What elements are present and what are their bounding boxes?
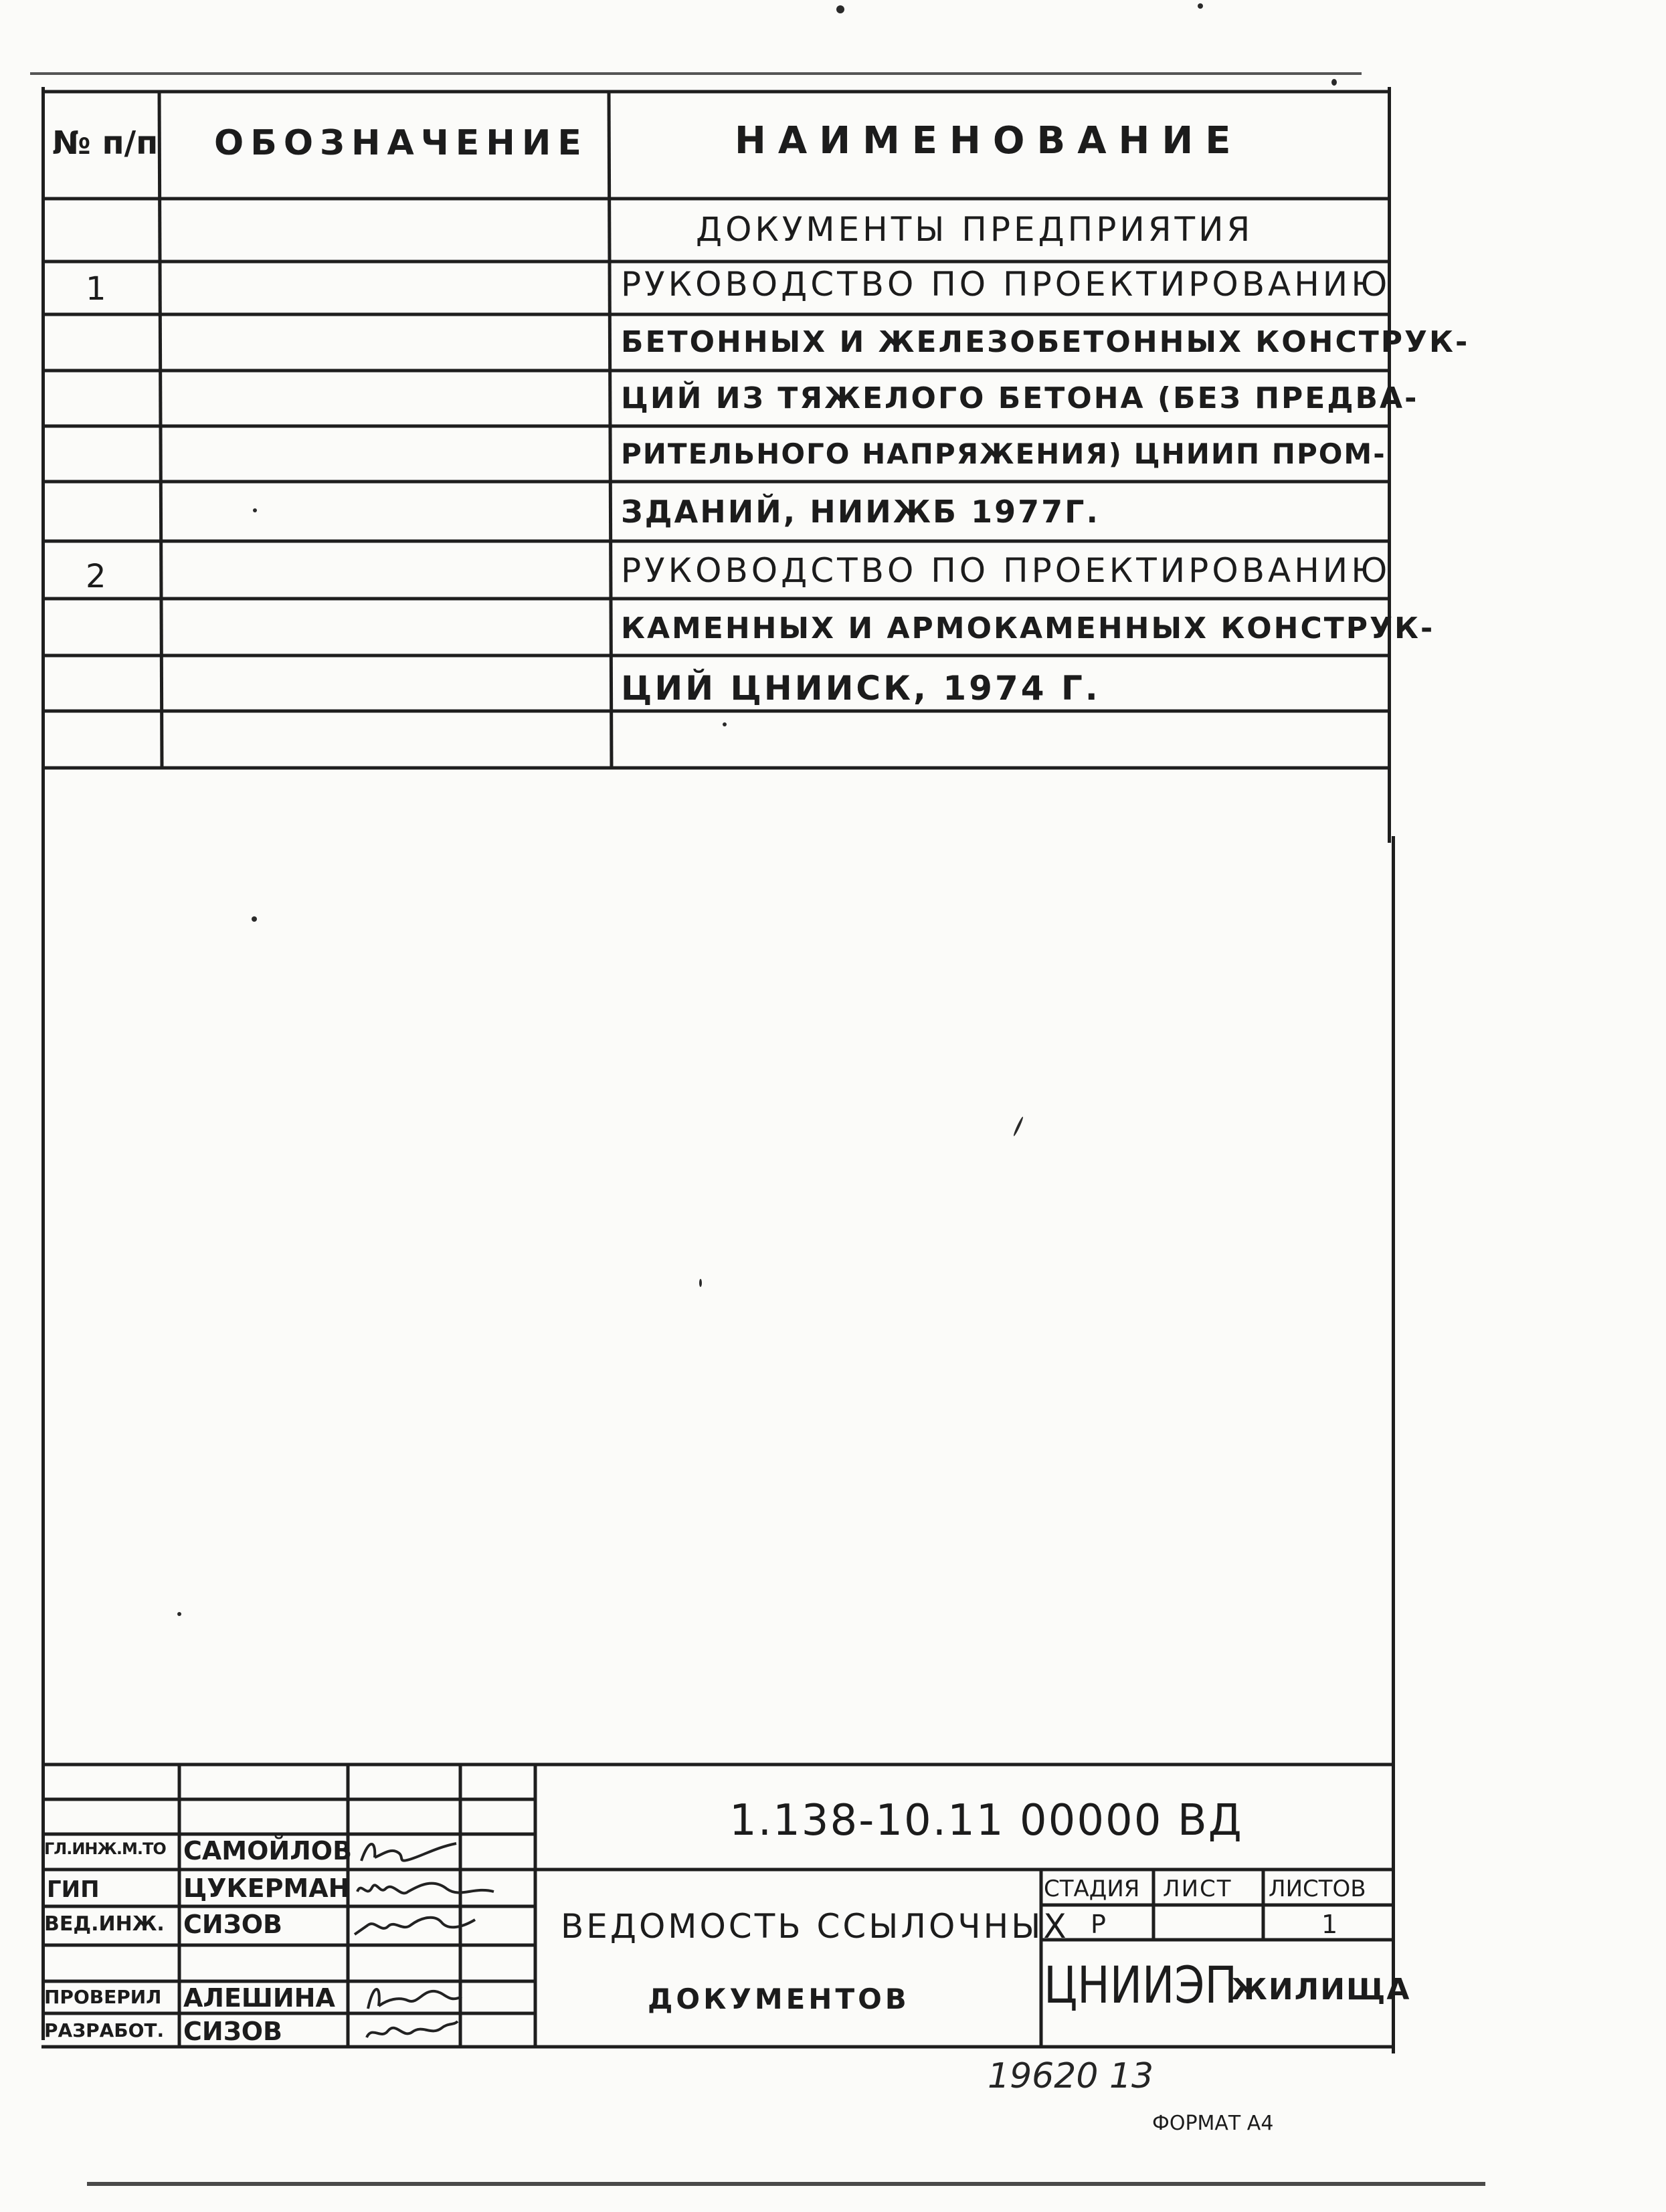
table-row-name: КАМЕННЫХ И АРМОКАМЕННЫХ КОНСТРУК-	[621, 611, 1435, 645]
document-title-line1: ВЕДОМОСТЬ ССЫЛОЧНЫХ	[561, 1907, 1069, 1946]
scan-speck	[836, 5, 844, 13]
scan-speck	[1331, 79, 1337, 86]
scan-speck	[253, 508, 257, 512]
role-label: ПРОВЕРИЛ	[44, 1986, 162, 2008]
signature-scribble	[348, 1908, 482, 1942]
frame-bottom-edge	[87, 2182, 1485, 2186]
table-row-name: ЦИЙ ЦНИИСК, 1974 Г.	[621, 669, 1101, 708]
signature-scribble	[361, 1977, 468, 2014]
signatory-name: САМОЙЛОВ	[183, 1836, 353, 1866]
signatory-name: СИЗОВ	[183, 1910, 282, 1939]
table-row-name: РИТЕЛЬНОГО НАПРЯЖЕНИЯ) ЦНИИП ПРОМ-	[621, 437, 1386, 470]
sheet-label: ЛИСТ	[1163, 1876, 1232, 1902]
scan-speck	[1012, 1116, 1024, 1137]
table-row-name: ЦИЙ ИЗ ТЯЖЕЛОГО БЕТОНА (БЕЗ ПРЕДВА-	[621, 381, 1419, 415]
column-header-designation: ОБОЗНАЧЕНИЕ	[214, 123, 588, 163]
inventory-number: 19620 13	[988, 2056, 1154, 2096]
scan-speck	[252, 916, 257, 922]
column-header-name: НАИМЕНОВАНИЕ	[735, 119, 1243, 163]
stage-value: Р	[1091, 1910, 1106, 1939]
signatory-name: СИЗОВ	[183, 2017, 282, 2046]
signature-scribble	[356, 1834, 463, 1868]
role-label: ГЛ.ИНЖ.М.ТО	[44, 1839, 166, 1858]
table-row-name: БЕТОННЫХ И ЖЕЛЕЗОБЕТОННЫХ КОНСТРУК-	[621, 325, 1470, 359]
table-row-name: ЗДАНИЙ, НИИЖБ 1977Г.	[621, 494, 1100, 530]
signature-scribble	[361, 2013, 462, 2045]
document-title-line2: ДОКУМЕНТОВ	[648, 1983, 910, 2015]
signatory-name: ЦУКЕРМАН	[183, 1874, 350, 1903]
table-row-number: 1	[86, 270, 106, 308]
scan-speck	[1198, 3, 1203, 9]
role-label: РАЗРАБОТ.	[44, 2019, 165, 2041]
sheets-value: 1	[1321, 1910, 1338, 1939]
table-row-number: 2	[86, 558, 106, 595]
scan-speck	[723, 722, 727, 726]
signature-scribble	[353, 1872, 500, 1906]
sheets-label: ЛИСТОВ	[1269, 1876, 1366, 1902]
table-row-name: РУКОВОДСТВО ПО ПРОЕКТИРОВАНИЮ	[621, 265, 1391, 304]
table-row-name: РУКОВОДСТВО ПО ПРОЕКТИРОВАНИЮ	[621, 551, 1391, 590]
role-label: ВЕД.ИНЖ.	[44, 1912, 165, 1936]
signatory-name: АЛЕШИНА	[183, 1983, 335, 2013]
role-label: ГИП	[47, 1876, 100, 1903]
column-header-number: № п/п	[52, 124, 159, 162]
organization-name: ЖИЛИЩА	[1231, 1973, 1411, 2007]
paper-format: ФОРМАТ А4	[1152, 2112, 1274, 2135]
table-row-name: ДОКУМЕНТЫ ПРЕДПРИЯТИЯ	[696, 210, 1254, 249]
organization-abbreviation: ЦНИИЭП	[1044, 1955, 1238, 2015]
scan-speck	[177, 1612, 181, 1616]
document-code: 1.138-10.11 00000 ВД	[729, 1796, 1243, 1845]
stage-label: СТАДИЯ	[1044, 1876, 1140, 1902]
scan-speck	[699, 1279, 702, 1287]
